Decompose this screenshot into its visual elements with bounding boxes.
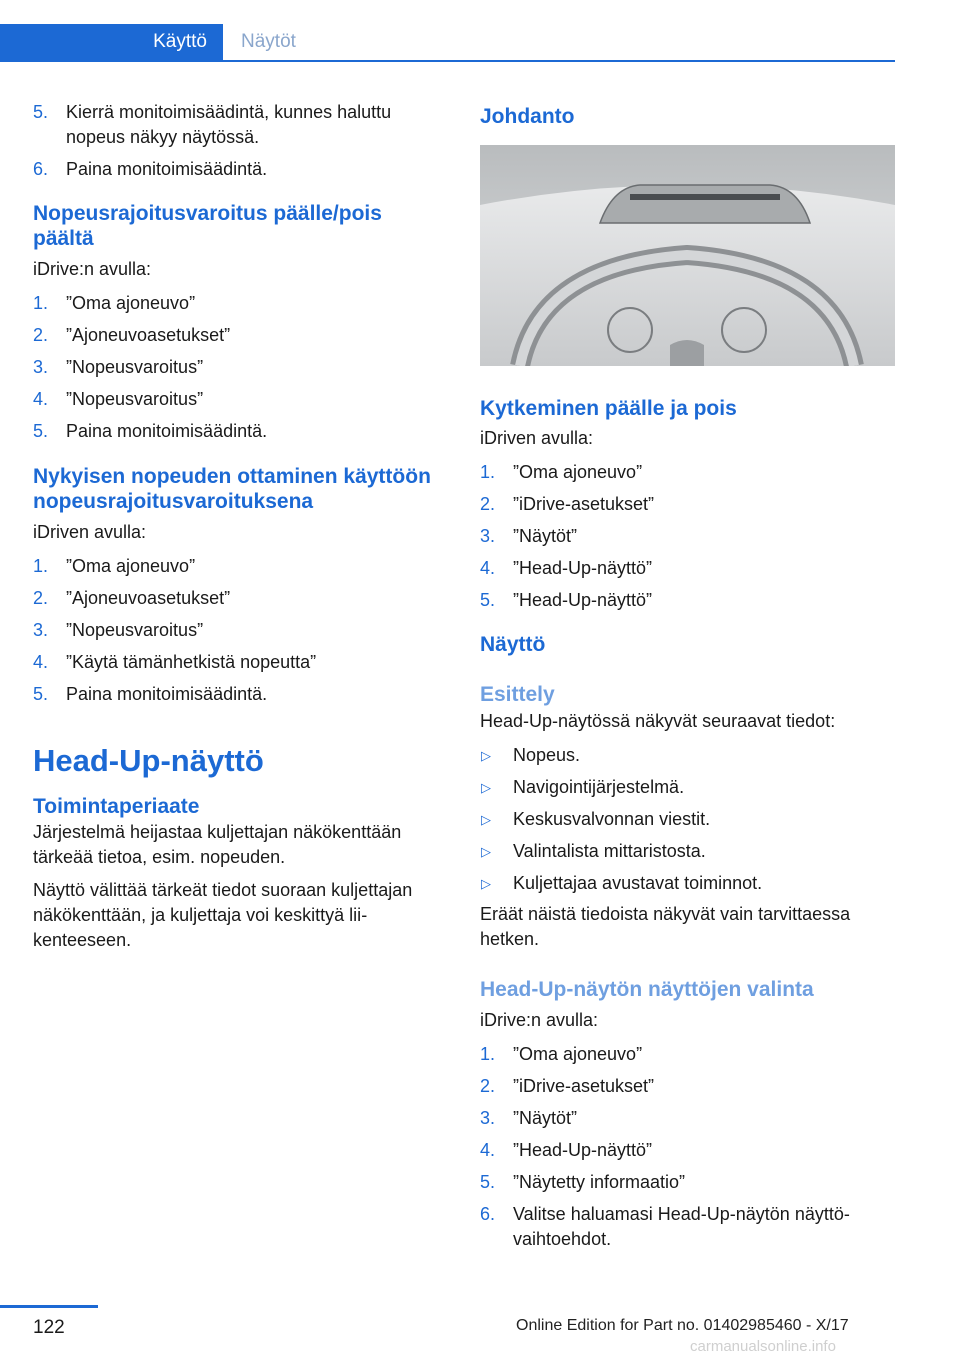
step-number: 6. xyxy=(33,159,49,179)
triangle-bullet-icon: ▷ xyxy=(481,748,491,763)
section-title-display: Näyttö xyxy=(480,633,546,656)
step-text: Paina monitoimisäädintä. xyxy=(66,421,268,441)
step-number: 2. xyxy=(33,325,49,345)
triangle-bullet-icon: ▷ xyxy=(481,780,491,795)
step-text: ”Näytetty informaatio” xyxy=(513,1172,686,1192)
step-text: ”iDrive-asetukset” xyxy=(513,494,655,514)
footer-accent-line xyxy=(0,1305,98,1308)
list-item xyxy=(480,556,898,581)
section-title-overview: Esittely xyxy=(480,683,555,706)
step-text: ”Käytä tämänhetkistä nopeutta” xyxy=(66,652,317,672)
section-title-current-speed: Nykyisen nopeuden ottaminen käyttöön nopeusrajoitusvaroituksena xyxy=(33,465,431,513)
list-item xyxy=(33,323,443,348)
list-item xyxy=(480,588,898,613)
section-title-speed-warning: Nopeusrajoitusvaroitus päälle/pois päältä xyxy=(33,202,382,250)
current-speed-steps xyxy=(33,554,443,707)
step-text: Paina monitoimisäädintä. xyxy=(66,684,268,704)
bullet-text: Valintalista mittaristosta. xyxy=(513,841,706,861)
step-text: ”Oma ajoneuvo” xyxy=(513,1044,643,1064)
list-item xyxy=(480,1202,898,1252)
step-text: ”Oma ajoneuvo” xyxy=(513,462,643,482)
section-intro: iDrive:n avulla: xyxy=(33,259,152,279)
list-item xyxy=(33,387,443,412)
step-number: 3. xyxy=(480,526,496,546)
list-item xyxy=(33,100,443,150)
step-text: ”Head-Up-näyttö” xyxy=(513,1140,653,1160)
step-text: ”Oma ajoneuvo” xyxy=(66,556,196,576)
triangle-bullet-icon: ▷ xyxy=(481,844,491,859)
bullet-text: Kuljettajaa avustavat toiminnot. xyxy=(513,873,763,893)
chapter-title: Head-Up-näyttö xyxy=(33,743,264,778)
section-intro: iDrive:n avulla: xyxy=(480,1010,599,1030)
list-item xyxy=(33,291,443,316)
tab-kaytto[interactable]: Käyttö xyxy=(0,24,223,60)
list-item xyxy=(33,650,443,675)
step-number: 5. xyxy=(33,102,49,122)
overview-note: Eräät näistä tiedoista näkyvät vain tarvittaessa hetken. xyxy=(480,904,851,949)
section-intro: iDriven avulla: xyxy=(33,522,147,542)
step-number: 1. xyxy=(33,556,49,576)
bullet-text: Navigointijärjestelmä. xyxy=(513,777,685,797)
step-number: 4. xyxy=(33,652,49,672)
header-divider xyxy=(0,60,895,62)
step-number: 4. xyxy=(480,558,496,578)
step-text: ”Näytöt” xyxy=(513,1108,578,1128)
triangle-bullet-icon: ▷ xyxy=(481,812,491,827)
list-item xyxy=(480,524,898,549)
step-number: 1. xyxy=(33,293,49,313)
page-number: 122 xyxy=(33,1317,65,1338)
step-number: 5. xyxy=(33,684,49,704)
list-item xyxy=(480,460,898,485)
step-text: ”Head-Up-näyttö” xyxy=(513,590,653,610)
list-item xyxy=(480,1138,898,1163)
list-item xyxy=(480,871,898,896)
step-text: ”Ajoneuvoasetukset” xyxy=(66,588,231,608)
section-title-selection: Head-Up-näytön näyttöjen valinta xyxy=(480,978,814,1001)
selection-steps xyxy=(480,1042,898,1252)
list-item xyxy=(33,419,443,444)
principle-paragraph-2: Näyttö välittää tärkeät tiedot suoraan kuljettajan näkökenttään, ja kuljettaja voi keskittyä liikenteeseen. xyxy=(33,880,413,950)
principle-paragraph-1: Järjestelmä heijastaa kuljettajan näkökenttään tärkeää tietoa, esim. nopeuden. xyxy=(33,822,402,867)
hud-housing-shape xyxy=(600,185,810,223)
list-item xyxy=(480,1106,898,1131)
section-intro: iDriven avulla: xyxy=(480,428,594,448)
step-text: ”iDrive-asetukset” xyxy=(513,1076,655,1096)
step-text: ”Head-Up-näyttö” xyxy=(513,558,653,578)
step-text: ”Nopeusvaroitus” xyxy=(66,620,204,640)
step-number: 5. xyxy=(33,421,49,441)
left-column xyxy=(33,100,443,953)
header-tab-bar xyxy=(0,24,895,62)
step-number: 5. xyxy=(480,1172,496,1192)
list-item xyxy=(33,586,443,611)
list-item xyxy=(33,157,443,182)
list-item xyxy=(33,355,443,380)
section-title-intro: Johdanto xyxy=(480,105,575,128)
step-number: 2. xyxy=(480,494,496,514)
step-text: Paina monitoimisäädintä. xyxy=(66,159,268,179)
step-text: ”Ajoneuvoasetukset” xyxy=(66,325,231,345)
step-number: 3. xyxy=(33,357,49,377)
triangle-bullet-icon: ▷ xyxy=(481,876,491,891)
right-column xyxy=(480,100,898,1259)
continued-steps xyxy=(33,100,443,182)
step-text: ”Nopeusvaroitus” xyxy=(66,357,204,377)
list-item xyxy=(480,492,898,517)
tab-naytot[interactable]: Näytöt xyxy=(241,31,296,52)
step-text: Valitse haluamasi Head-Up-näytön näyttövaihtoehdot. xyxy=(513,1204,850,1249)
step-number: 4. xyxy=(33,389,49,409)
speed-warning-steps xyxy=(33,291,443,444)
step-text: ”Näytöt” xyxy=(513,526,578,546)
edition-text: Online Edition for Part no. 01402985460 - X/17 xyxy=(516,1317,849,1334)
list-item xyxy=(33,682,443,707)
step-number: 6. xyxy=(480,1204,496,1224)
step-number: 3. xyxy=(33,620,49,640)
list-item xyxy=(480,807,898,832)
step-text: ”Nopeusvaroitus” xyxy=(66,389,204,409)
step-number: 3. xyxy=(480,1108,496,1128)
overview-intro: Head-Up-näytössä näkyvät seuraavat tiedot: xyxy=(480,711,836,731)
list-item xyxy=(33,554,443,579)
step-number: 4. xyxy=(480,1140,496,1160)
list-item xyxy=(480,839,898,864)
bullet-text: Nopeus. xyxy=(513,745,581,765)
switch-steps xyxy=(480,460,898,613)
dashboard-illustration xyxy=(480,145,895,366)
section-title-principle: Toimintaperiaate xyxy=(33,795,200,818)
list-item xyxy=(480,1042,898,1067)
step-text: Kierrä monitoimisäädintä, kunnes haluttu nopeus näkyy näytössä. xyxy=(66,102,392,147)
step-number: 1. xyxy=(480,462,496,482)
watermark: carmanualsonline.info xyxy=(690,1338,836,1355)
step-number: 2. xyxy=(33,588,49,608)
step-number: 1. xyxy=(480,1044,496,1064)
steering-column-shape xyxy=(670,340,704,366)
list-item xyxy=(480,1170,898,1195)
step-number: 2. xyxy=(480,1076,496,1096)
bullet-text: Keskusvalvonnan viestit. xyxy=(513,809,711,829)
list-item xyxy=(480,775,898,800)
section-title-switch: Kytkeminen päälle ja pois xyxy=(480,397,737,420)
overview-bullets xyxy=(480,743,898,896)
list-item xyxy=(33,618,443,643)
list-item xyxy=(480,1074,898,1099)
step-text: ”Oma ajoneuvo” xyxy=(66,293,196,313)
list-item xyxy=(480,743,898,768)
step-number: 5. xyxy=(480,590,496,610)
